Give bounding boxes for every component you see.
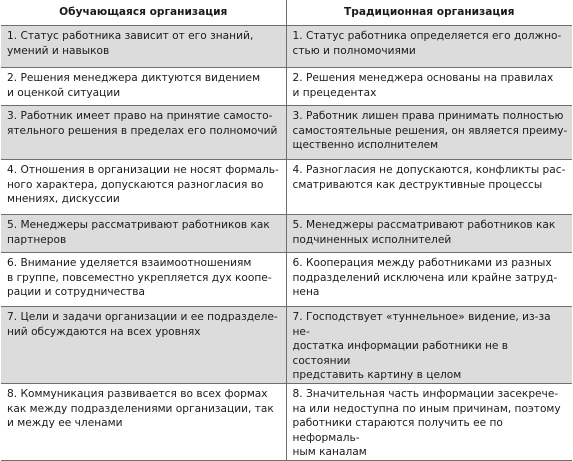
- row-3-learning: 3. Работник имеет право на принятие самосто- ятельного решения в пределах его полномочий: [7, 110, 278, 137]
- row-1-learning: 1. Статус работника зависит от его знаний, умений и навыков: [7, 30, 254, 57]
- row-2-traditional: 2. Решения менеджера основаны на правилах и прецедентах: [292, 72, 554, 99]
- row-8-traditional: 8. Значительная часть информации засекрече- на или недоступна по иным причинам, поэтому работники стараются получить ее по неформаль- ным каналам: [292, 387, 561, 459]
- table-row: [1, 307, 572, 384]
- table-row: [1, 253, 572, 307]
- table-row: [1, 26, 572, 68]
- row-2-learning: 2. Решения менеджера диктуются видением и оценкой ситуации: [7, 72, 261, 99]
- row-8-learning: 8. Коммуникация развивается во всех формах как между подразделениями организации, так и между ее членами: [7, 387, 274, 430]
- table-row: [1, 215, 572, 253]
- table-row: [1, 160, 572, 215]
- row-5-traditional: 5. Менеджеры рассматривают работников как подчиненных исполнителей: [292, 219, 556, 246]
- header-traditional-org: Традиционная организация: [286, 0, 572, 26]
- header-row: [1, 0, 572, 26]
- row-5-learning: 5. Менеджеры рассматривают работников как партнеров: [7, 219, 270, 246]
- header-learning-org: Обучающаяся организация: [1, 0, 286, 26]
- row-7-learning: 7. Цели и задачи организации и ее подразделе- ний обсуждаются на всех уровнях: [7, 311, 278, 338]
- comparison-table: [1, 0, 572, 461]
- table-row: [1, 68, 572, 106]
- row-4-traditional: 4. Разногласия не допускаются, конфликты рас- сматриваются как деструктивные процессы: [292, 164, 566, 191]
- row-6-traditional: 6. Кооперация между работниками из разных подразделений исключена или крайне затруд- нена: [292, 257, 558, 299]
- table-row: [1, 106, 572, 160]
- row-3-traditional: 3. Работник лишен права принимать полностью самостоятельные решения, он является преиму- щественно исполнителем: [292, 110, 568, 152]
- row-6-learning: 6. Внимание уделяется взаимоотношениям в группе, повсеместно укрепляется дух коопе- рации и сотрудничества: [7, 257, 272, 299]
- row-1-traditional: 1. Статус работника определяется его должно- стью и полномочиями: [292, 30, 562, 57]
- row-4-learning: 4. Отношения в организации не носят формаль- ного характера, допускаются разногласия во мнениях, дискуссии: [7, 164, 279, 206]
- row-7-traditional: 7. Господствует «туннельное» видение, из-за не- достатка информации работники не в состоянии представить картину в целом: [292, 311, 551, 382]
